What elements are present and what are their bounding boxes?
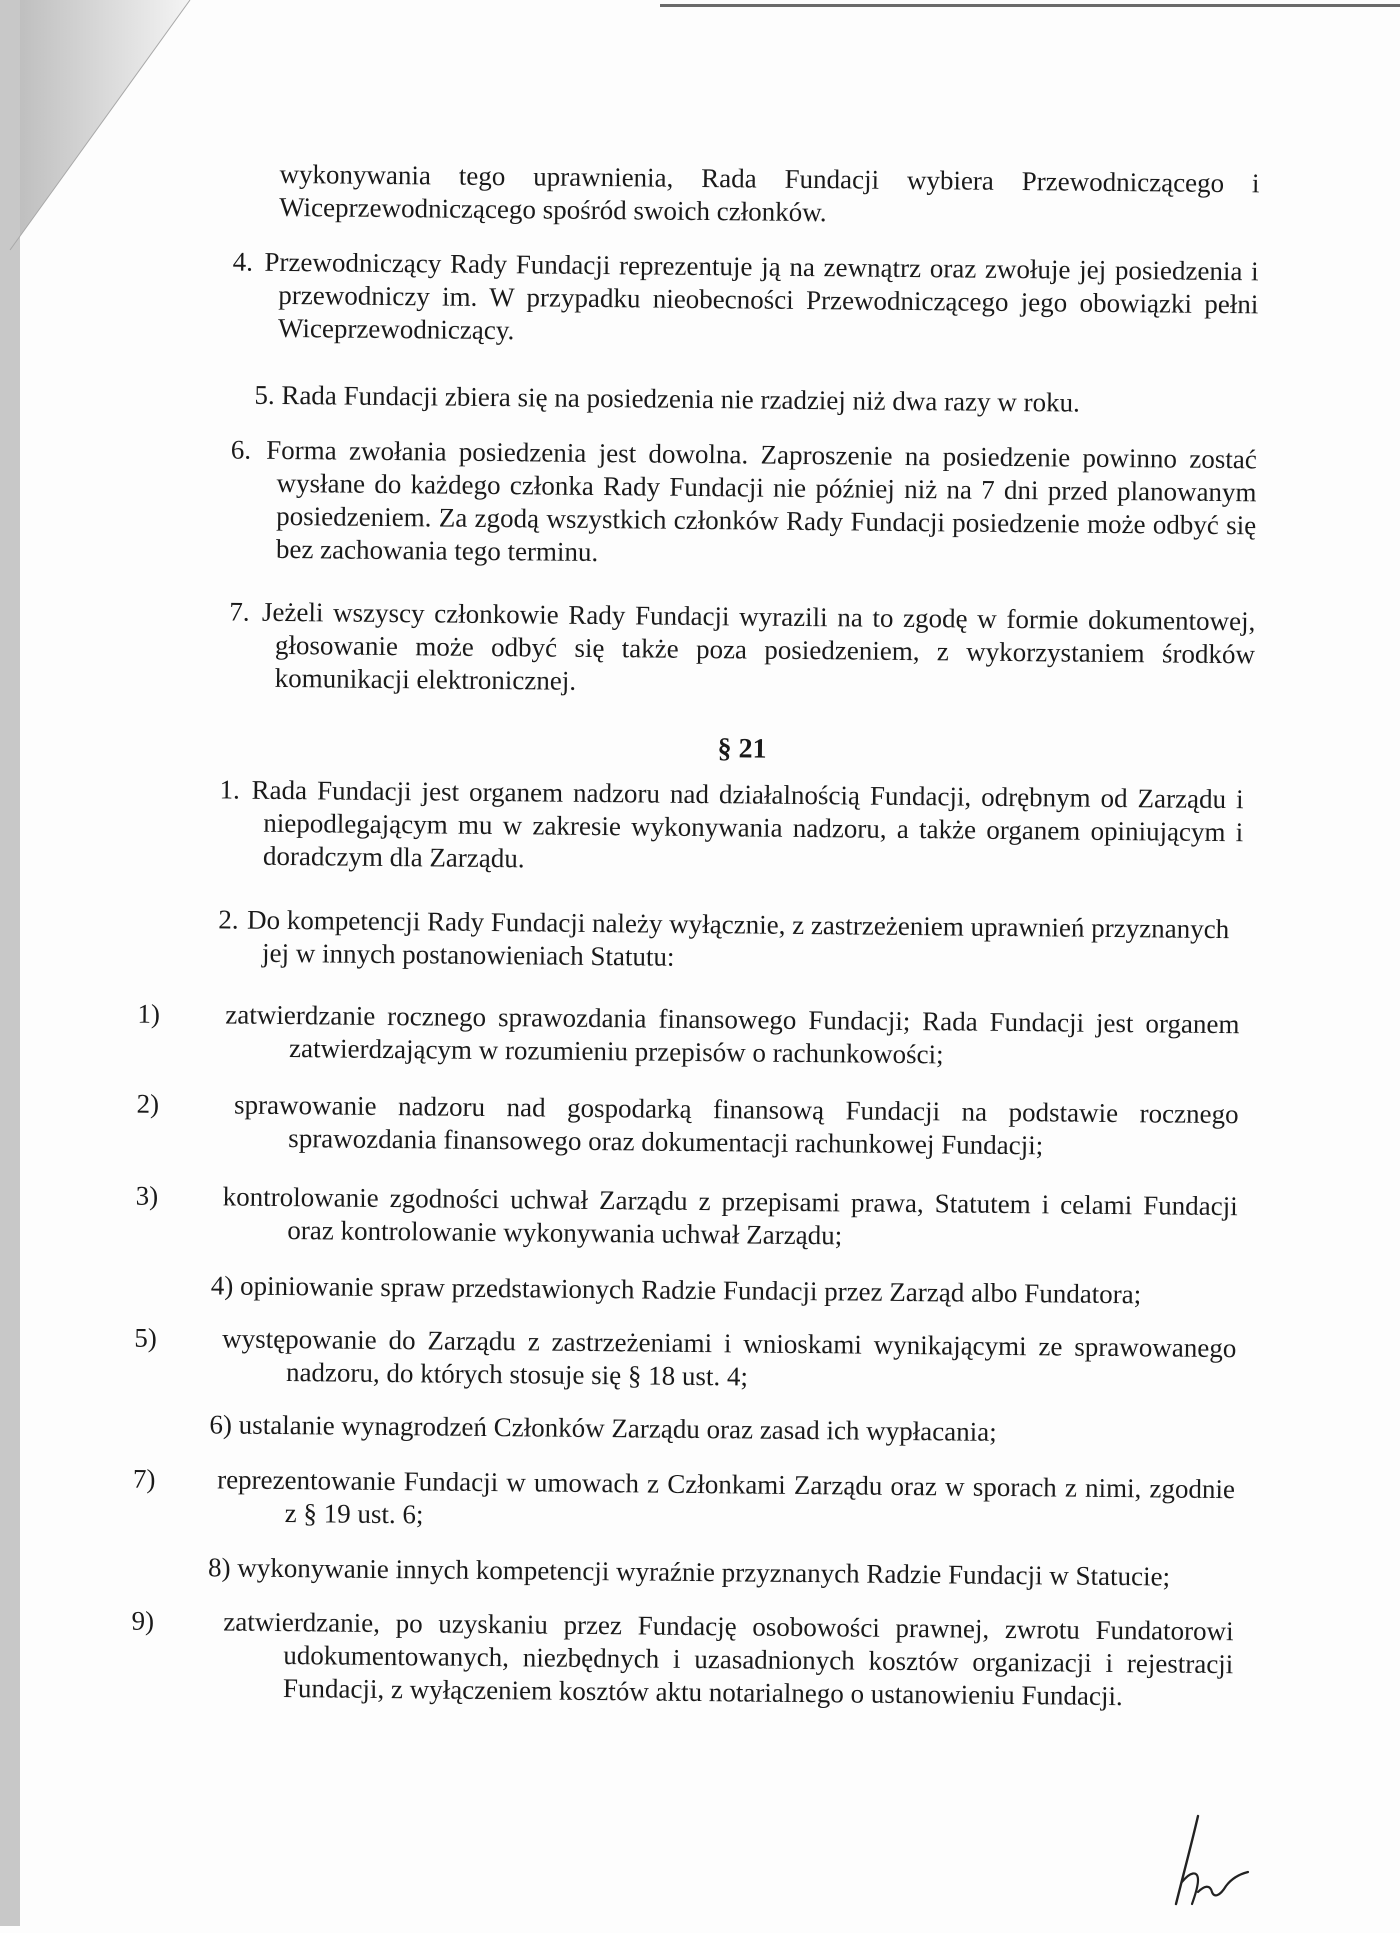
- list-item-4: [211, 1269, 1251, 1312]
- paragraph-number: 5.: [254, 379, 275, 412]
- list-item-7: [285, 1464, 1236, 1539]
- section-paragraph-1: [263, 774, 1244, 882]
- paragraph-text: Rada Fundacji jest organem nadzoru nad działalnością Fundacji, odrębnym od Zarządu i niepodlegającym mu w zakresie wykonywania nadzoru, a także organem opiniującym i doradczym dla Zarządu.: [251, 775, 1243, 874]
- section-heading: § 21: [702, 733, 782, 766]
- section-paragraph-2: [262, 904, 1243, 979]
- paragraph-continuation: [279, 158, 1260, 233]
- paragraph-text: Do kompetencji Rady Fundacji należy wyłącznie, z zastrzeżeniem uprawnień przyznanych jej w innych postanowieniach Statutu:: [247, 905, 1229, 972]
- list-item-1: [289, 999, 1240, 1074]
- paragraph-5: [254, 379, 1254, 422]
- list-item-5: [286, 1323, 1237, 1398]
- item-number: 4): [211, 1269, 234, 1302]
- paragraph-text: Forma zwołania posiedzenia jest dowolna. Zaproszenie na posiedzenie powinno zostać wysłane do każdego członka Rady Fundacji nie później niż na 7 dni przed planowanym posiedzeniem. Za zgodą wszystkich członków Rady Fundacji posiedzenie może odbyć się bez zachowania tego terminu.: [266, 435, 1257, 567]
- paragraph-text: Jeżeli wszyscy członkowie Rady Fundacji wyrazili na to zgodę w formie dokumentowej, głosowanie może odbyć się także poza posiedzeniem, z wykorzystaniem środków komunikacji elektronicznej.: [262, 597, 1256, 696]
- item-text: sprawowanie nadzoru nad gospodarką finansową Fundacji na podstawie rocznego sprawozdania finansowego oraz dokumentacji rachunkowej Fundacji;: [234, 1090, 1239, 1161]
- item-text: reprezentowanie Fundacji w umowach z Członkami Zarządu oraz w sporach z nimi, zgodnie z § 19 ust. 6;: [217, 1464, 1235, 1529]
- list-item-6: [209, 1408, 1249, 1451]
- item-text: ustalanie wynagrodzeń Członków Zarządu oraz zasad ich wypłacania;: [239, 1410, 997, 1447]
- item-number: 6): [209, 1408, 232, 1441]
- item-text: występowanie do Zarządu z zastrzeżeniami i wnioskami wynikającymi ze sprawowanego nadzoru, do których stosuje się § 18 ust. 4;: [222, 1323, 1236, 1391]
- item-text: wykonywanie innych kompetencji wyraźnie przyznanych Radzie Fundacji w Statucie;: [237, 1553, 1170, 1592]
- item-number: 8): [208, 1551, 231, 1584]
- paragraph-4: [278, 246, 1259, 354]
- paragraph-text: wykonywania tego uprawnienia, Rada Fundacji wybiera Przewodniczącego i Wiceprzewodniczącego spośród swoich członków.: [279, 159, 1260, 227]
- list-item-8: [208, 1551, 1248, 1594]
- item-text: zatwierdzanie, po uzyskaniu przez Fundację osobowości prawnej, zwrotu Fundatorowi udokumentowanych, niezbędnych i uzasadnionych kosztów organizacji i rejestracji Fundacji, z wyłączeniem kosztów aktu notarialnego o ustanowieniu Fundacji.: [223, 1606, 1234, 1711]
- paragraph-text: Rada Fundacji zbiera się na posiedzenia nie rzadziej niż dwa razy w roku.: [281, 380, 1080, 418]
- item-text: zatwierdzanie rocznego sprawozdania finansowego Fundacji; Rada Fundacji jest organem zatwierdzającym w rozumieniu przepisów o rachunkowości;: [225, 999, 1239, 1069]
- list-item-2: [288, 1089, 1239, 1164]
- handwritten-initials-icon: [1168, 1812, 1258, 1912]
- item-text: opiniowanie spraw przedstawionych Radzie Fundacji przez Zarząd albo Fundatora;: [240, 1271, 1141, 1310]
- list-item-9: [283, 1606, 1234, 1714]
- list-item-3: [287, 1181, 1238, 1256]
- paragraph-text: Przewodniczący Rady Fundacji reprezentuje ją na zewnątrz oraz zwołuje jej posiedzenia i przewodniczy im. W przypadku nieobecności Przewodniczącego jego obowiązki pełni Wiceprzewodniczący.: [264, 247, 1258, 345]
- paragraph-7: [275, 596, 1256, 704]
- paragraph-6: [276, 434, 1257, 575]
- item-text: kontrolowanie zgodności uchwał Zarządu z przepisami prawa, Statutem i celami Fundacji oraz kontrolowanie wykonywania uchwał Zarządu;: [223, 1181, 1238, 1250]
